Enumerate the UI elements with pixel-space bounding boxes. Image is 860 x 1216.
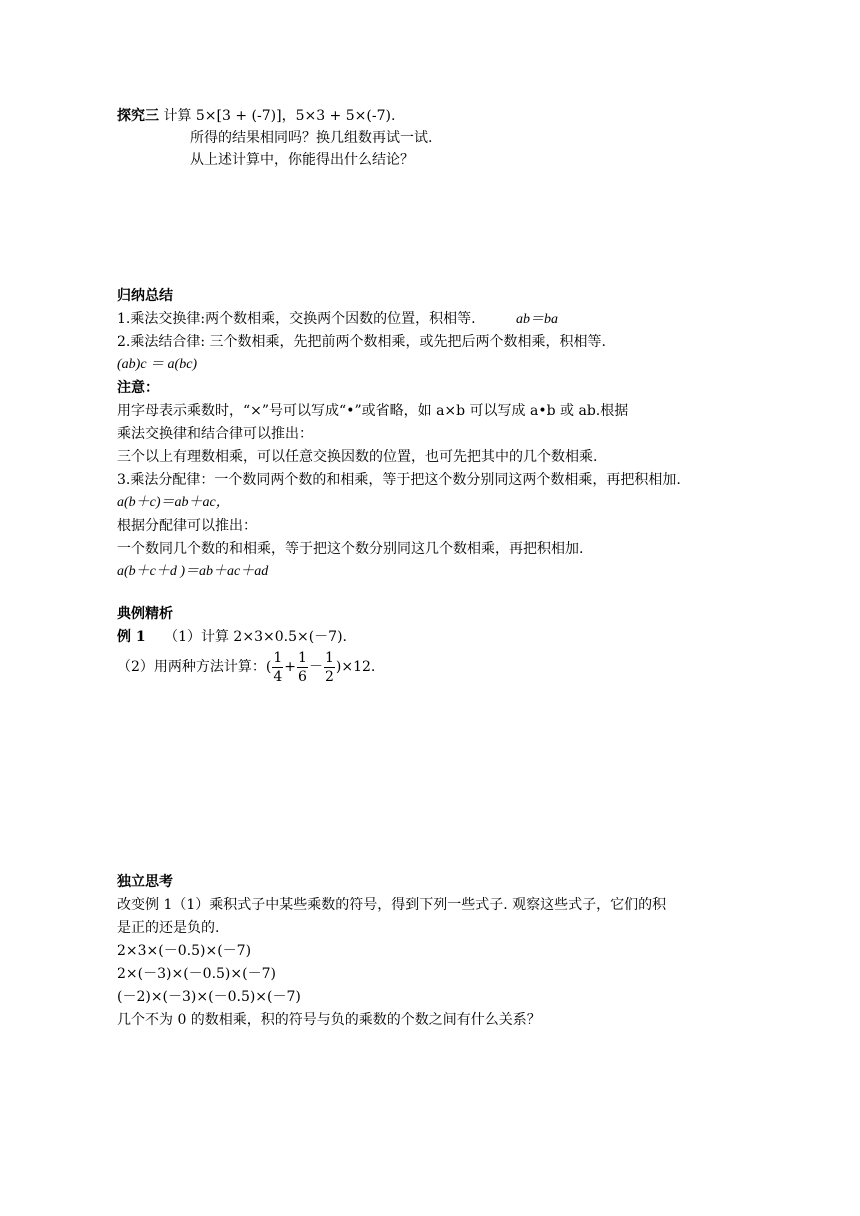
independent-heading: 独立思考 bbox=[117, 874, 173, 890]
law3-text: 3.乘法分配律：一个数同两个数的和相乘，等于把这个数分别同这两个数相乘，再把积相加. bbox=[117, 472, 681, 488]
independent-line2: 是正的还是负的. bbox=[117, 920, 220, 936]
expr-2: 2×(－3)×(－0.5)×(－7) bbox=[117, 966, 276, 982]
plus-sign: + bbox=[284, 659, 297, 675]
expr-3: (－2)×(－3)×(－0.5)×(－7) bbox=[117, 989, 301, 1005]
example1-label: 例 1 bbox=[117, 629, 146, 645]
law1-formula: ab＝ba bbox=[515, 312, 558, 327]
dist-line2: 一个数同几个数的和相乘，等于把这个数分别同这几个数相乘，再把积相加. bbox=[117, 541, 584, 557]
law1-text: 1.乘法交换律:两个数相乘，交换两个因数的位置，积相等. bbox=[117, 311, 476, 327]
minus-sign: － bbox=[308, 659, 323, 675]
explore3-label: 探究三 bbox=[117, 108, 159, 124]
expr-1: 2×3×(－0.5)×(－7) bbox=[117, 943, 252, 959]
law1 bbox=[117, 309, 558, 330]
explore3-task: 计算 5×[3 + (-7)]，5×3 + 5×(-7). bbox=[163, 108, 396, 124]
fraction-one-half: $\frac{1}{2}$ bbox=[324, 649, 334, 685]
note-line3: 三个以上有理数相乘，可以任意交换因数的位置，也可先把其中的几个数相乘. bbox=[117, 449, 598, 465]
dist-line1: 根据分配律可以推出： bbox=[117, 518, 257, 534]
explore3-line1 bbox=[117, 106, 395, 126]
fraction-one-quarter: $\frac{1}{4}$ bbox=[273, 649, 283, 685]
law2-text: 2.乘法结合律: 三个数相乘，先把前两个数相乘，或先把后两个数相乘，积相等. bbox=[117, 334, 606, 350]
note-line1: 用字母表示乘数时，“×”号可以写成“•”或省略，如 a×b 可以写成 a•b 或 ab.根据 bbox=[117, 403, 629, 419]
independent-question: 几个不为 0 的数相乘，积的符号与负的乘数的个数之间有什么关系？ bbox=[117, 1012, 541, 1028]
summary-heading: 归纳总结 bbox=[117, 288, 173, 304]
examples-heading: 典例精析 bbox=[117, 606, 173, 622]
note-heading: 注意： bbox=[117, 380, 159, 396]
example1-part1 bbox=[117, 627, 347, 647]
example1-part2-prefix: （2）用两种方法计算：( bbox=[117, 659, 272, 675]
example1-part2 bbox=[117, 648, 375, 686]
explore3-line2: 所得的结果相同吗？换几组数再试一试. bbox=[190, 130, 433, 146]
example1-part2-suffix: )×12. bbox=[335, 659, 376, 675]
fraction-one-sixth: $\frac{1}{6}$ bbox=[298, 649, 307, 685]
law2-formula: (ab)c ＝ a(bc) bbox=[117, 357, 198, 372]
explore3-line3: 从上述计算中，你能得出什么结论？ bbox=[190, 152, 414, 168]
independent-line1: 改变例 1（1）乘积式子中某些乘数的符号，得到下列一些式子. 观察这些式子，它们的积 bbox=[117, 897, 667, 913]
note-line2: 乘法交换律和结合律可以推出： bbox=[117, 426, 313, 442]
example1-part1-text: （1）计算 2×3×0.5×(－7). bbox=[164, 629, 347, 645]
dist-formula: a(b＋c＋d )＝ab＋ac＋ad bbox=[117, 564, 269, 579]
law3-formula: a(b＋c)＝ab＋ac， bbox=[117, 495, 230, 510]
